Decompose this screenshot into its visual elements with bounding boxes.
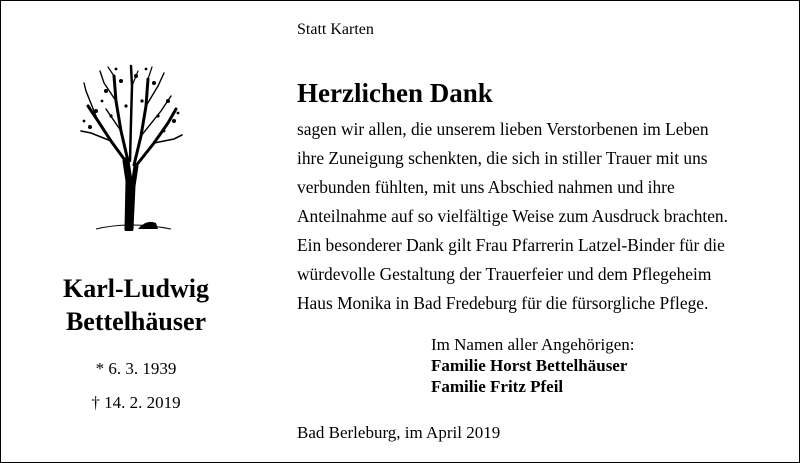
body-line: ihre Zuneigung schenkten, die sich in stiller Trauer mit uns xyxy=(297,148,708,168)
body-line: verbunden fühlten, mit uns Abschied nahmen und ihre xyxy=(297,177,675,197)
body-line: Anteilnahme auf so vielfältige Weise zum Ausdruck brachten. xyxy=(297,206,728,226)
signature-intro: Im Namen aller Angehörigen: xyxy=(431,335,635,354)
thanks-panel xyxy=(297,1,787,462)
body-line: Haus Monika in Bad Fredeburg für die fürsorgliche Pflege. xyxy=(297,293,709,313)
body-line: Ein besonderer Dank gilt Frau Pfarrerin Latzel-Binder für die xyxy=(297,235,725,255)
heading: Herzlichen Dank xyxy=(297,78,493,108)
signature-block xyxy=(431,334,634,397)
deceased-panel xyxy=(1,1,271,462)
death-date: † 14. 2. 2019 xyxy=(91,393,181,412)
deceased-first-name: Karl-Ludwig xyxy=(63,274,209,303)
body-line: würdevolle Gestaltung der Trauerfeier und dem Pflegeheim xyxy=(297,264,712,284)
family-name: Familie Horst Bettelhäuser xyxy=(431,356,628,375)
deceased-last-name: Bettelhäuser xyxy=(65,307,207,336)
body-line: sagen wir allen, die unserem lieben Verstorbenen im Leben xyxy=(297,119,709,139)
tree-icon xyxy=(76,61,186,231)
thanks-body xyxy=(297,115,787,318)
birth-date: * 6. 3. 1939 xyxy=(95,359,177,378)
preamble: Statt Karten xyxy=(297,21,374,38)
place-date: Bad Berleburg, im April 2019 xyxy=(297,423,501,442)
family-name: Familie Fritz Pfeil xyxy=(431,377,564,396)
